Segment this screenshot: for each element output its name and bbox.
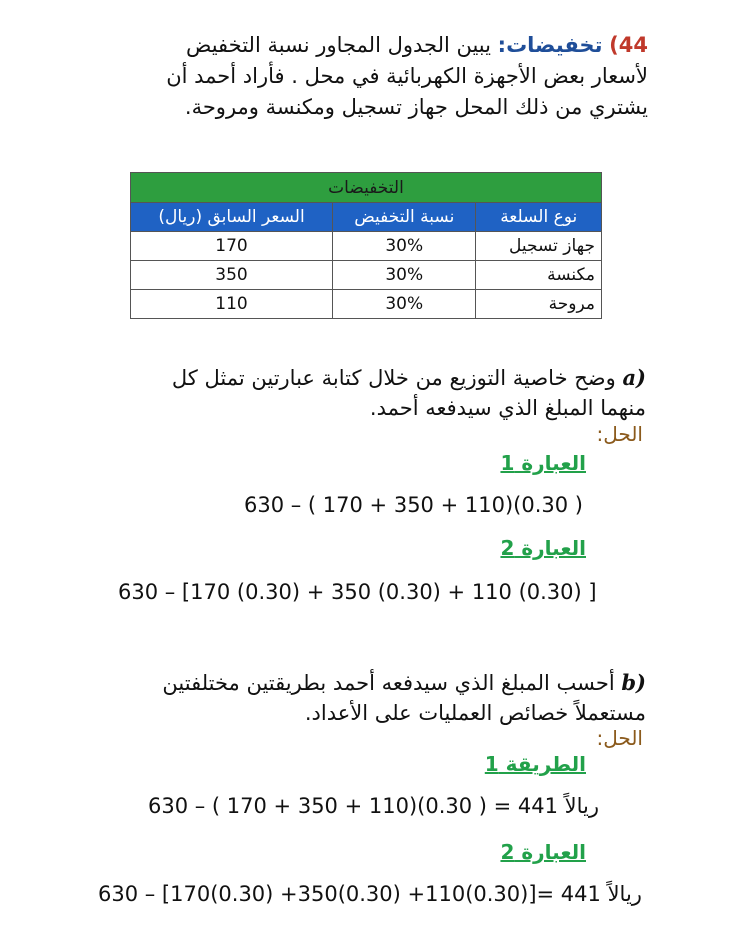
cell-discount: 30%: [333, 290, 476, 319]
cell-price: 170: [131, 232, 333, 261]
part-b-expression-1: 630 – ( 170 + 350 + 110)(0.30 ) = 441 ريالاً: [148, 794, 600, 818]
part-a-letter: a): [622, 365, 646, 390]
part-a-expression-1: 630 – ( 170 + 350 + 110)(0.30 ): [244, 493, 583, 517]
part-a-question: [126, 363, 646, 423]
cell-item: جهاز تسجيل: [476, 232, 602, 261]
cell-item: مكنسة: [476, 261, 602, 290]
header-item-type: نوع السلعة: [476, 203, 602, 232]
part-b-question: [126, 668, 646, 728]
part-b-solution-label: الحل:: [596, 726, 643, 750]
part-a-text: وضح خاصية التوزيع من خلال كتابة عبارتين تمثل كل منهما المبلغ الذي سيدفعه أحمد.: [171, 366, 646, 420]
part-b-expression-2: 630 – [170(0.30) +350(0.30) +110(0.30)]= 441 ريالاً: [98, 882, 642, 906]
question-intro: [148, 30, 648, 123]
part-b-letter: b): [621, 670, 646, 695]
table-row: [131, 261, 602, 290]
table-row: [131, 290, 602, 319]
discount-table: [130, 172, 602, 319]
question-text: يبين الجدول المجاور نسبة التخفيض لأسعار بعض الأجهزة الكهربائية في محل . فأراد أحمد أن يشتري من ذلك المحل جهاز تسجيل ومكنسة ومروحة.: [166, 33, 648, 119]
cell-discount: 30%: [333, 261, 476, 290]
part-b-label-2: العبارة 2: [500, 840, 586, 864]
header-discount: نسبة التخفيض: [333, 203, 476, 232]
table-header-row: [131, 203, 602, 232]
cell-price: 110: [131, 290, 333, 319]
cell-discount: 30%: [333, 232, 476, 261]
header-old-price: السعر السابق (ريال): [131, 203, 333, 232]
part-a-expression-2: 630 – [170 (0.30) + 350 (0.30) + 110 (0.30) ]: [118, 580, 597, 604]
table-row: [131, 232, 602, 261]
part-a-label-2: العبارة 2: [500, 536, 586, 560]
table-caption: التخفيضات: [131, 173, 602, 203]
part-a-solution-label: الحل:: [596, 422, 643, 446]
question-number: 44): [609, 33, 648, 57]
cell-price: 350: [131, 261, 333, 290]
cell-item: مروحة: [476, 290, 602, 319]
question-title: تخفيضات:: [497, 33, 603, 57]
part-a-label-1: العبارة 1: [500, 451, 586, 475]
part-b-text: أحسب المبلغ الذي سيدفعه أحمد بطريقتين مختلفتين مستعملاً خصائص العمليات على الأعداد.: [162, 671, 646, 725]
part-b-label-1: الطريقة 1: [484, 752, 586, 776]
